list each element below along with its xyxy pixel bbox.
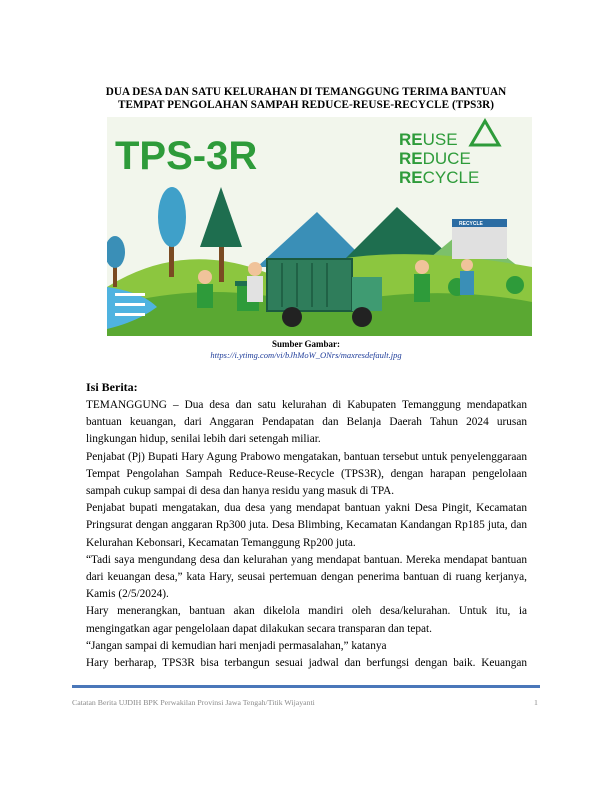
page-number: 1 — [534, 698, 538, 707]
title-line-2: TEMPAT PENGOLAHAN SAMPAH REDUCE-REUSE-RECYCLE (TPS3R) — [118, 99, 494, 111]
image-source-url[interactable]: https://i.ytimg.com/vi/bJhMoW_ONrs/maxresdefault.jpg — [210, 350, 402, 360]
article-title — [60, 86, 552, 112]
tps3r-logo-text: TPS-3R — [115, 134, 258, 178]
bin-label: RECYCLE — [459, 221, 483, 227]
paragraph-5: Hary menerangkan, bantuan akan dikelola mandiri oleh desa/kelurahan. Untuk itu, ia mengingatkan agar pengelolaan dapat dilakukan secara transparan dan tepat. — [86, 605, 527, 635]
paragraph-3: Penjabat bupati mengatakan, dua desa yang mendapat bantuan yakni Desa Pingit, Kecamatan Pringsurat dengan anggaran Rp300 juta. Desa Blimbing, Kecamatan Kandangan Rp185 juta, dan Kelurahan Kebonsari, Kecamatan Temanggung Rp200 juta. — [86, 502, 527, 549]
section-heading: Isi Berita: — [86, 380, 138, 394]
paragraph-7: Hary berharap, TPS3R bisa terbangun sesuai jadwal dan berfungsi dengan baik. Keuangan — [86, 657, 527, 670]
paragraph-6: “Jangan sampai di kemudian hari menjadi permasalahan,” katanya — [86, 639, 387, 652]
paragraph-2: Penjabat (Pj) Bupati Hary Agung Prabowo mengatakan, bantuan tersebut untuk penyelenggaraan Tempat Pengolahan Sampah Reduce-Reuse-Recycle (TPS3R), dengan harapan pengelolaan sampah cukup sampai di desa dan hanya residu yang masuk di TPA. — [86, 450, 527, 498]
image-source-label: Sumber Gambar: — [271, 339, 341, 349]
slogan-reuse: REUSE — [399, 130, 458, 149]
paragraph-1: TEMANGGUNG – Dua desa dan satu kelurahan di Kabupaten Temanggung mendapatkan bantuan keuangan, dari Anggaran Pendapatan dan Belanja Daerah Tahun 2024 urusan lingkungan hidup, senilai lebih dari setengah miliar. — [86, 399, 527, 446]
footer-text: Catatan Berita UJDIH BPK Perwakilan Provinsi Jawa Tengah/Titik Wijayanti — [72, 698, 315, 707]
slogan-recycle: RECYCLE — [399, 168, 480, 187]
tps3r-illustration — [107, 117, 532, 336]
footer-rule — [72, 685, 540, 688]
article-body — [86, 397, 527, 672]
title-line-1: DUA DESA DAN SATU KELURAHAN DI TEMANGGUNG TERIMA BANTUAN — [105, 86, 507, 98]
paragraph-4: “Tadi saya mengundang desa dan kelurahan yang mendapat bantuan. Mereka mendapat bantuan dari keuangan desa,” kata Hary, seusai pertemuan dengan penerima bantuan di ruang kerjanya, Kamis (2/5/2024). — [86, 553, 527, 601]
slogan-reduce: REDUCE — [399, 149, 471, 168]
